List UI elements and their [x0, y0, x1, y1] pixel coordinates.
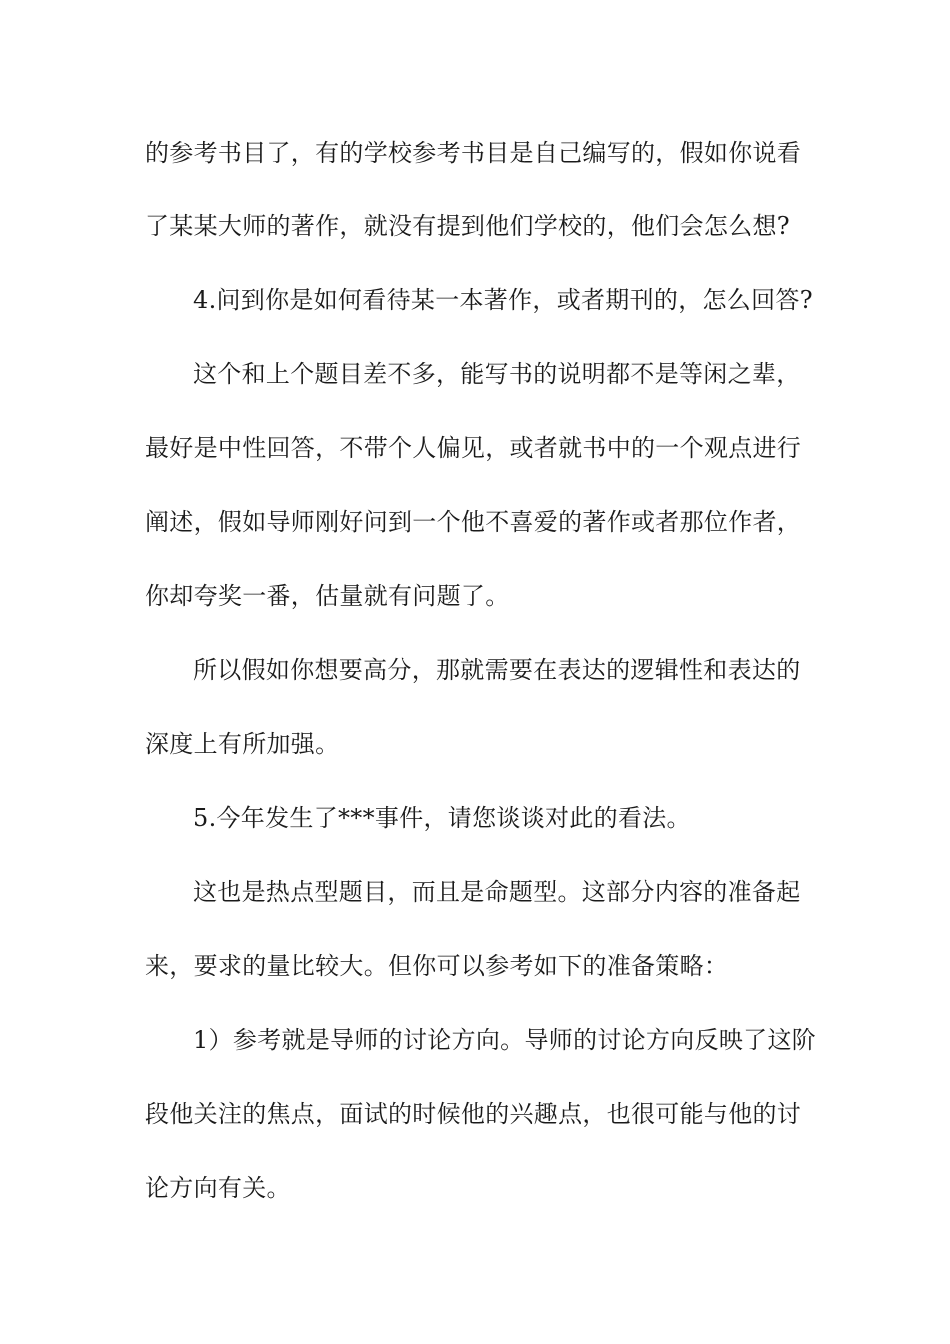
text-line: 你却夸奖一番，估量就有问题了。	[145, 582, 510, 610]
list-item-start: 1）参考就是导师的讨论方向。导师的讨论方向反映了这阶	[193, 1026, 817, 1054]
paragraph-start: 这个和上个题目差不多，能写书的说明都不是等闲之辈，	[193, 360, 801, 388]
paragraph-start: 这也是热点型题目，而且是命题型。这部分内容的准备起	[193, 878, 801, 906]
question-heading: 5.今年发生了***事件，请您谈谈对此的看法。	[193, 804, 691, 832]
paragraph-start: 所以假如你想要高分，那就需要在表达的逻辑性和表达的	[193, 656, 801, 684]
text-line: 来，要求的量比较大。但你可以参考如下的准备策略：	[145, 952, 729, 980]
text-line: 深度上有所加强。	[145, 730, 340, 758]
question-heading: 4.问到你是如何看待某一本著作，或者期刊的，怎么回答?	[193, 286, 813, 314]
text-line: 了某某大师的著作，就没有提到他们学校的，他们会怎么想?	[145, 212, 790, 240]
text-line: 的参考书目了，有的学校参考书目是自己编写的，假如你说看	[145, 139, 802, 167]
text-line: 最好是中性回答，不带个人偏见，或者就书中的一个观点进行	[145, 434, 802, 462]
text-line: 论方向有关。	[145, 1174, 291, 1202]
text-line: 段他关注的焦点，面试的时候他的兴趣点，也很可能与他的讨	[145, 1100, 802, 1128]
text-line: 阐述，假如导师刚好问到一个他不喜爱的著作或者那位作者，	[145, 508, 802, 536]
